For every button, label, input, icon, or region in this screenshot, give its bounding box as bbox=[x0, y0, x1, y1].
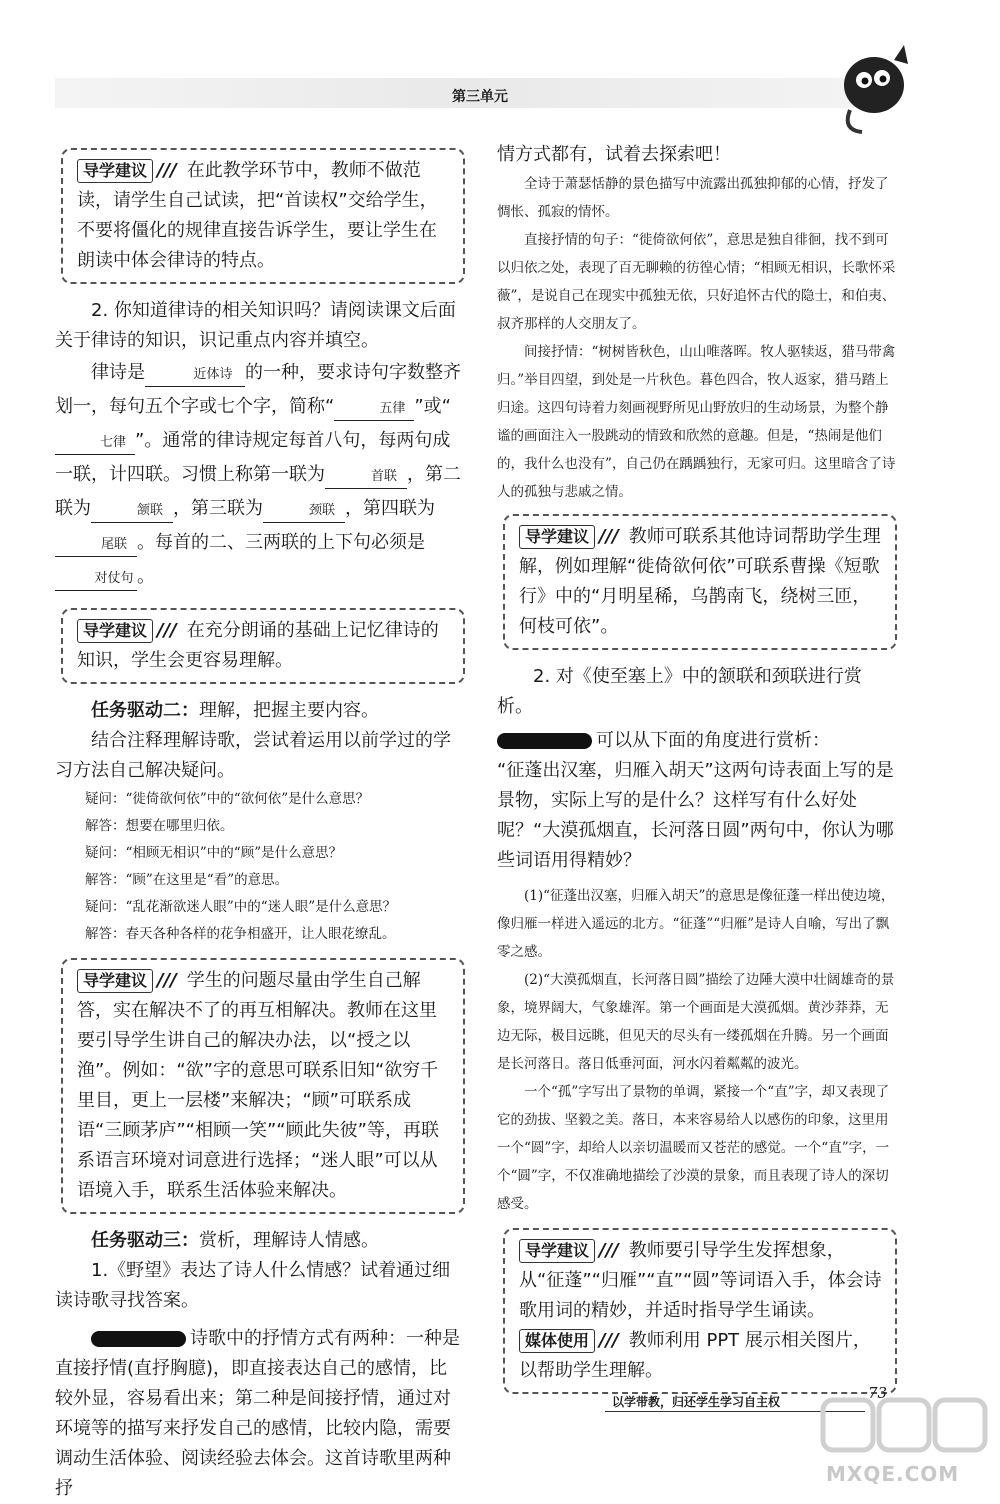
question-1: 1.《野望》表达了诗人什么情感？试着通过细读诗歌寻找答案。 bbox=[55, 1260, 451, 1311]
tip-text: 学生的问题尽量由学生自己解答，实在解决不了的再互相解决。教师在这里要引导学生讲自己的解决办法，以“授之以渔”。例如：“欲”字的意思可联系旧知“欲穷千里目，更上一层楼”来解决；“顾”可联系成语“三顾茅庐”“相顾一笑”“顾此失彼”等，再联系语言环境对词意进行选择；“迷人眼”可以从语境入手，联系生活体验来解决。 bbox=[77, 970, 439, 1201]
qa-item: 疑问：“徙倚欲何依”中的“欲何依”是什么意思？ bbox=[85, 791, 370, 807]
answer-text: 一个“孤”字写出了景物的单调，紧接一个“直”字，却又表现了它的劲拔、坚毅之美。落日，本来容易给人以感伤的印象，这里用一个“圆”字，却给人以亲切温暖而又苍茫的感觉。一个“直”字，一个“圆”字，不仅准确地描绘了沙漠的景象，而且表现了诗人的深切感受。 bbox=[497, 1084, 890, 1212]
blank-answer: 七律 bbox=[55, 432, 135, 455]
tip-slash-icon: /// bbox=[157, 970, 177, 991]
qa-item: 解答：“顾”在这里是“看”的意思。 bbox=[85, 872, 289, 888]
page-number: 73 bbox=[868, 1384, 888, 1402]
tip-box bbox=[61, 958, 465, 1214]
blank-answer: 尾联 bbox=[55, 534, 137, 557]
tip-label: 导学建议 bbox=[519, 1239, 595, 1263]
tip-slash-icon: /// bbox=[157, 620, 177, 641]
hint-1: 诗歌中的抒情方式有两种：一种是直接抒情(直抒胸臆)，即直接表达自己的感情，比较外显，容易看出来；第二种是间接抒情，通过对环境等的描写来抒发自己的感情，比较内隐，需要调动生活体验、阅读经验去体会。这首诗歌里两种抒 bbox=[55, 1328, 460, 1499]
footer-slogan: 以学带教，归还学生学习自主权 bbox=[612, 1395, 781, 1409]
media-label: 媒体使用 bbox=[519, 1329, 595, 1353]
task-2: 任务驱动二：理解，把握主要内容。 bbox=[91, 700, 379, 721]
redacted-label-icon bbox=[497, 733, 592, 749]
qa-item: 解答：想要在哪里归依。 bbox=[85, 818, 234, 834]
tip-box bbox=[503, 1228, 897, 1394]
tip-text: 在此教学环节中，教师不做范读，请学生自己试读，把“首读权”交给学生，不要将僵化的规律直接告诉学生，要让学生在朗读中体会律诗的特点。 bbox=[77, 160, 438, 271]
qa-list bbox=[55, 786, 465, 948]
left-column bbox=[55, 140, 465, 1504]
media-text: 教师利用 PPT 展示相关图片，以帮助学生理解。 bbox=[519, 1330, 871, 1381]
answer-text: (2)“大漠孤烟直，长河落日圆”描绘了边陲大漠中壮阔雄奇的景象，境界阔大，气象雄浑。第一个画面是大漠孤烟。黄沙莽莽，无边无际，极目远眺，但见天的尽头有一缕孤烟在升腾。另一个画面是长河落日。落日低垂河面，河水闪着粼粼的波光。 bbox=[497, 972, 895, 1072]
tip-slash-icon: /// bbox=[599, 526, 619, 547]
right-column bbox=[497, 140, 897, 1406]
tip-box bbox=[61, 608, 465, 684]
question-2-body: “征蓬出汉塞，归雁入胡天”这两句诗表面上写的是景物，实际上写的是什么？这样写有什么好处呢？“大漠孤烟直，长河落日圆”两句中，你认为哪些词语用得精妙？ bbox=[497, 760, 894, 871]
continued-text: 情方式都有，试着去探索吧！ bbox=[497, 144, 731, 165]
blank-answer: 颈联 bbox=[263, 500, 345, 523]
answer-text: 全诗于萧瑟恬静的景色描写中流露出孤独抑郁的心情，抒发了惆怅、孤寂的情怀。 bbox=[497, 176, 889, 220]
watermark-text: MXQE.COM bbox=[826, 1462, 960, 1486]
tip-text: 在充分朗诵的基础上记忆律诗的知识，学生会更容易理解。 bbox=[77, 620, 439, 671]
tip-text: 教师要引导学生发挥想象，从“征蓬”“归雁”“直”“圆”等词语入手，体会诗歌用词的精妙，并适时指导学生诵读。 bbox=[519, 1240, 882, 1321]
tip-label: 导学建议 bbox=[77, 159, 153, 183]
tip-box bbox=[61, 148, 465, 284]
fill-paragraph: 律诗是 近体诗 的一种，要求诗句字数整齐划一，每句五个字或七个字，简称“ 五律 ”或“七律 ”。通常的律诗规定每首八句，每两句成一联，计四联。习惯上称第一联为 首联 ，第二联为 颔联 ，第三联为 颈联 ，第四联为尾联 。每首的二、三两联的上下句必须是对仗句 。 bbox=[55, 356, 465, 594]
blank-answer: 对仗句 bbox=[55, 568, 137, 591]
answer-text: (1)“征蓬出汉塞，归雁入胡天”的意思是像征蓬一样出使边境，像归雁一样进入遥远的北方。“征蓬”“归雁”是诗人自喻，写出了飘零之感。 bbox=[497, 888, 895, 960]
unit-title: 第三单元 bbox=[452, 89, 508, 105]
tip-label: 导学建议 bbox=[77, 969, 153, 993]
qa-item: 解答：春天各种各样的花争相盛开，让人眼花缭乱。 bbox=[85, 926, 396, 942]
qa-item: 疑问：“相顾无相识”中的“顾”是什么意思？ bbox=[85, 845, 343, 861]
blank-answer: 颔联 bbox=[91, 500, 173, 523]
tip-slash-icon: /// bbox=[599, 1330, 619, 1351]
tip-slash-icon: /// bbox=[599, 1240, 619, 1261]
hint-2: 可以从下面的角度进行赏析： bbox=[497, 726, 897, 756]
answer-text: 间接抒情：“树树皆秋色，山山唯落晖。牧人驱犊返，猎马带禽归。”举目四望，到处是一片秋色。暮色四合，牧人返家，猎马踏上归途。这四句诗着力刻画视野所见山野放归的生动场景，为整个静谧的画面注入一股跳动的情致和欣然的意趣。但是，“热闹是他们的，我什么也没有”，自己仍在踽踽独行，无家可归。这里暗含了诗人的孤独与悲戚之情。 bbox=[497, 344, 896, 500]
redacted-label-icon bbox=[91, 1331, 186, 1347]
tip-label: 导学建议 bbox=[77, 619, 153, 643]
task-2-intro: 结合注释理解诗歌，尝试着运用以前学过的学习方法自己解决疑问。 bbox=[55, 730, 451, 781]
question-2-right: 2. 对《使至塞上》中的颔联和颈联进行赏析。 bbox=[497, 666, 862, 717]
question-2: 2. 你知道律诗的相关知识吗？请阅读课文后面关于律诗的知识，识记重点内容并填空。 bbox=[55, 300, 456, 351]
qa-item: 疑问：“乱花渐欲迷人眼”中的“迷人眼”是什么意思？ bbox=[85, 899, 397, 915]
answer-text: 直接抒情的句子：“徙倚欲何依”，意思是独自徘徊，找不到可以归依之处，表现了百无聊赖的彷徨心情；“相顾无相识，长歌怀采薇”，是说自己在现实中孤独无依，只好追怀古代的隐士，和伯夷、叔齐那样的人交朋友了。 bbox=[497, 232, 896, 332]
task-3: 任务驱动三：赏析，理解诗人情感。 bbox=[91, 1230, 379, 1251]
blank-answer: 首联 bbox=[325, 466, 407, 489]
tip-label: 导学建议 bbox=[519, 525, 595, 549]
blank-answer: 五律 bbox=[334, 398, 414, 421]
mascot-icon bbox=[832, 40, 912, 140]
tip-box bbox=[503, 514, 897, 650]
tip-text: 教师可联系其他诗词帮助学生理解，例如理解“徙倚欲何依”可联系曹操《短歌行》中的“月明星稀，乌鹊南飞，绕树三匝，何枝可依”。 bbox=[519, 526, 881, 637]
tip-slash-icon: /// bbox=[157, 160, 177, 181]
blank-answer: 近体诗 bbox=[145, 364, 245, 387]
